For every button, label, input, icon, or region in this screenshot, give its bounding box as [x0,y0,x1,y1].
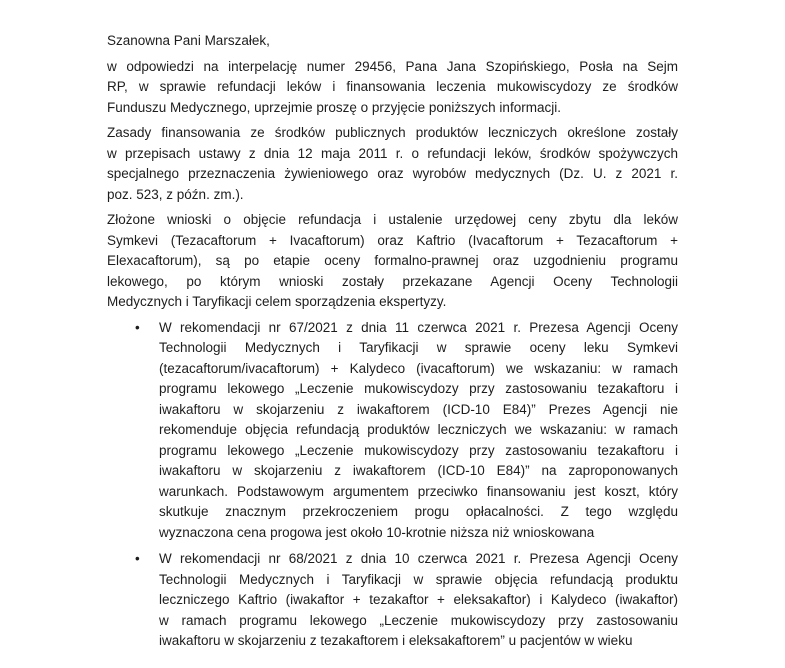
text-line: Szanowna Pani Marszałek, [107,33,270,48]
text-line: specjalnego przeznaczenia żywieniowego oraz wyrobów medycznych (Dz. U. z 2021 r. [107,166,678,181]
text-line: w przepisach ustawy z dnia 12 maja 2011 r. o refundacji leków, środków spożywczych [107,145,678,161]
text-line: Elexacaftorum), są po etapie oceny formalno-prawnej oraz uzgodnieniu programu [107,253,678,268]
paragraph-legal-basis [107,123,678,205]
text-line: Funduszu Medycznego, uprzejmie proszę o przyjęcie poniższych informacji. [107,99,561,115]
text-line: iwakaftoru w skojarzeniu z tezakaftorem i eleksakaftorem” u pacjentów w wieku [159,633,633,648]
text-line: lekowego, po którym wnioski zostały przekazane Agencji Oceny Technologii [107,273,678,289]
text-line: iwakaftoru w skojarzeniu z iwakaftorem (ICD-10 E84)” na zaproponowanych [159,463,678,478]
text-line: Technologii Medycznych i Taryfikacji w sprawie objęcia refundacją produktu [159,571,678,587]
text-line: w odpowiedzi na interpelację numer 29456, Pana Jana Szopińskiego, Posła na Sejm [107,58,678,74]
text-line: iwakaftoru w skojarzeniu z iwakaftorem (ICD-10 E84)” Prezes Agencji nie [159,401,678,417]
text-line: leczniczego Kaftrio (iwakaftor + tezakaftor + eleksakaftor) i Kalydeco (iwakaftor) [159,592,678,607]
text-line: Zasady finansowania ze środków publicznych produktów leczniczych określone zostały [107,125,678,140]
salutation [107,31,678,52]
text-line: RP, w sprawie refundacji leków i finansowania leczenia mukowiscydozy ze środków [107,79,678,94]
text-line: Medycznych i Taryfikacji celem sporządzenia ekspertyzy. [107,294,447,309]
bullet-item-recommendation-68 [107,549,678,652]
text-line: warunkach. Podstawowym argumentem przeciwko finansowaniu jest koszt, który [159,483,678,499]
paragraph-intro [107,57,678,119]
text-line: rekomenduje objęcia refundacją produktów leczniczych we wskazaniu: w ramach [159,422,678,437]
paragraph-applications [107,210,678,313]
text-line: Technologii Medycznych i Taryfikacji w sprawie oceny leku Symkevi [159,340,678,355]
text-line: W rekomendacji nr 67/2021 z dnia 11 czerwca 2021 r. Prezesa Agencji Oceny [159,319,678,335]
bullet-text [159,318,678,544]
text-line: W rekomendacji nr 68/2021 z dnia 10 czerwca 2021 r. Prezesa Agencji Oceny [159,551,678,566]
text-line: Symkevi (Tezacaftorum + Ivacaftorum) oraz Kaftrio (Ivacaftorum + Tezacaftorum + [107,232,678,248]
text-line: programu lekowego „Leczenie mukowiscydozy przy zastosowaniu tezakaftoru i [159,442,678,458]
text-line: Złożone wnioski o objęcie refundacja i ustalenie urzędowej ceny zbytu dla leków [107,212,678,227]
text-line: programu lekowego „Leczenie mukowiscydozy przy zastosowaniu tezakaftoru i [159,381,678,396]
text-line: wyznaczona cena progowa jest około 10-krotnie niższa niż wnioskowana [159,524,595,540]
bullet-text [159,549,678,652]
text-line: poz. 523, z późn. zm.). [107,186,244,202]
bullet-icon: • [135,319,140,335]
letter-body [107,31,678,658]
bullet-icon: • [135,551,140,566]
bullet-item-recommendation-67 [107,318,678,544]
text-line: (tezacaftorum/ivacaftorum) + Kalydeco (ivacaftorum) we wskazaniu: w ramach [159,360,678,376]
text-line: w ramach programu lekowego „Leczenie mukowiscydozy przy zastosowaniu [159,612,678,628]
text-line: skutkuje znacznym przekroczeniem progu opłacalności. Z tego względu [159,504,678,519]
